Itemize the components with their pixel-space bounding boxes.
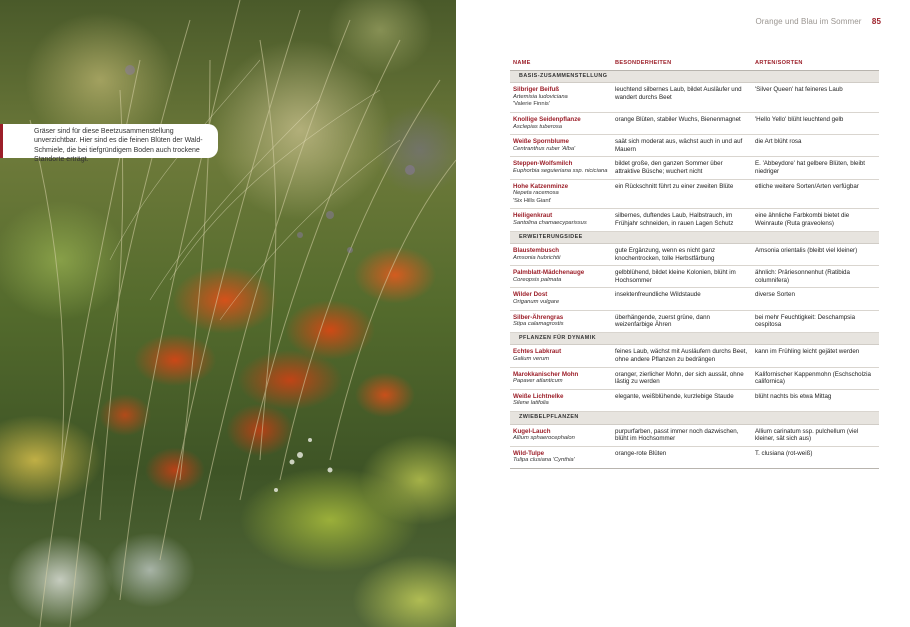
plant-latin-name: Centranthus ruber 'Alba' [513, 145, 576, 152]
section-title: ERWEITERUNGSIDEE [510, 231, 879, 244]
plant-name-cell [510, 310, 612, 332]
plant-feature-cell: überhängende, zuerst grüne, dann weizenfarbige Ähren [612, 310, 752, 332]
plant-table-grid [510, 58, 879, 469]
plant-name-cell [510, 244, 612, 266]
table-row [510, 389, 879, 411]
table-row [510, 310, 879, 332]
table-row [510, 135, 879, 157]
table-row [510, 424, 879, 446]
plant-feature-cell: silbernes, duftendes Laub, Halbstrauch, im Frühjahr schneiden, in rauen Lagen Schutz [612, 209, 752, 231]
section-title: BASIS-ZUSAMMENSTELLUNG [510, 70, 879, 83]
plant-feature-cell: leuchtend silbernes Laub, bildet Ausläufer und wandert durchs Beet [612, 83, 752, 113]
plant-common-name: Hohe Katzenminze [513, 182, 569, 190]
plant-name-cell [510, 389, 612, 411]
plant-feature-cell: feines Laub, wächst mit Ausläufern durchs Beet, ohne andere Pflanzen zu bedrängen [612, 345, 752, 367]
plant-varieties-cell: kann im Frühling leicht gejätet werden [752, 345, 879, 367]
plant-latin-name: Allium sphaerocephalon [513, 435, 575, 442]
plant-feature-cell: orange Blüten, stabiler Wuchs, Bienenmagnet [612, 112, 752, 134]
plant-common-name: Palmblatt-Mädchenauge [513, 269, 585, 277]
plant-name-cell [510, 157, 612, 179]
plant-common-name: Heiligenkraut [513, 212, 553, 220]
plant-latin-name: Silene latifolia [513, 400, 549, 407]
plant-latin-name: Stipa calamagrostis [513, 321, 564, 328]
plant-common-name: Echtes Labkraut [513, 348, 562, 356]
section-title: PFLANZEN FÜR DYNAMIK [510, 332, 879, 345]
plant-latin-name: Asclepias tuberosa [513, 123, 562, 130]
plant-common-name: Weiße Spornblume [513, 138, 569, 146]
plant-name-cell [510, 367, 612, 389]
plant-common-name: Knollige Seidenpflanze [513, 115, 581, 123]
photo-caption [0, 124, 218, 163]
plant-name-cell [510, 424, 612, 446]
table-row [510, 112, 879, 134]
table-row [510, 244, 879, 266]
plant-common-name: Silber-Ährengras [513, 313, 564, 321]
plant-latin-name: Amsonia hubrichtii [513, 254, 561, 261]
plant-varieties-cell: Kalifornischer Kappenmohn (Eschscholzia californica) [752, 367, 879, 389]
plant-name-cell [510, 135, 612, 157]
plant-varieties-cell: ähnlich: Präriesonnenhut (Ratibida columnifera) [752, 266, 879, 288]
header-varieties: ARTEN/SORTEN [752, 58, 879, 70]
plant-feature-cell: ein Rückschnitt führt zu einer zweiten Blüte [612, 179, 752, 209]
table-row [510, 446, 879, 468]
plant-cultivar: 'Six Hills Giant' [513, 197, 552, 204]
section-title: ZWIEBELPFLANZEN [510, 412, 879, 425]
plant-feature-cell: gute Ergänzung, wenn es nicht ganz knochentrocken, tolle Herbstfärbung [612, 244, 752, 266]
plant-varieties-cell: blüht nachts bis etwa Mittag [752, 389, 879, 411]
plant-varieties-cell: diverse Sorten [752, 288, 879, 310]
table-header-row [510, 58, 879, 70]
section-row [510, 332, 879, 345]
plant-name-cell [510, 345, 612, 367]
plant-varieties-cell: T. clusiana (rot-weiß) [752, 446, 879, 468]
table-row [510, 83, 879, 113]
plant-common-name: Weiße Lichtnelke [513, 392, 564, 400]
plant-varieties-cell: Allium carinatum ssp. pulchellum (viel kleiner, sät sich aus) [752, 424, 879, 446]
plant-feature-cell: saät sich moderat aus, wächst auch in und auf Mauern [612, 135, 752, 157]
plant-feature-cell: elegante, weißblühende, kurzlebige Staude [612, 389, 752, 411]
plant-varieties-cell: die Art blüht rosa [752, 135, 879, 157]
plant-feature-cell: oranger, zierlicher Mohn, der sich aussät, ohne lästig zu werden [612, 367, 752, 389]
plant-feature-cell: orange-rote Blüten [612, 446, 752, 468]
plant-latin-name: Galium verum [513, 356, 550, 363]
plant-feature-cell: purpurfarben, passt immer noch dazwischen, blüht im Hochsommer [612, 424, 752, 446]
section-row [510, 70, 879, 83]
page-number: 85 [871, 17, 881, 26]
plant-table [510, 58, 879, 469]
plant-common-name: Wilder Dost [513, 291, 548, 299]
header-features: BESONDERHEITEN [612, 58, 752, 70]
plant-varieties-cell: eine ähnliche Farbkombi bietet die Weinraute (Ruta graveolens) [752, 209, 879, 231]
table-row [510, 266, 879, 288]
header-name: NAME [510, 58, 612, 70]
plant-common-name: Blaustembusch [513, 247, 560, 255]
plant-latin-name: Papaver atlanticum [513, 378, 563, 385]
plant-common-name: Silbriger Beifuß [513, 86, 560, 94]
section-row [510, 231, 879, 244]
plant-latin-name: Artemisia ludoviciana [513, 93, 568, 100]
table-row [510, 209, 879, 231]
plant-latin-name: Nepeta racemosa [513, 190, 559, 197]
plant-varieties-cell: bei mehr Feuchtigkeit: Deschampsia cespitosa [752, 310, 879, 332]
plant-name-cell [510, 179, 612, 209]
plant-latin-name: Tulipa clusiana 'Cynthia' [513, 457, 575, 464]
caption-accent-bar [0, 124, 3, 158]
plant-varieties-cell: Amsonia orientalis (bleibt viel kleiner) [752, 244, 879, 266]
table-row [510, 345, 879, 367]
plant-varieties-cell: etliche weitere Sorten/Arten verfügbar [752, 179, 879, 209]
plant-name-cell [510, 209, 612, 231]
table-row [510, 288, 879, 310]
plant-common-name: Steppen-Wolfsmilch [513, 160, 573, 168]
plant-latin-name: Euphorbia seguieriana ssp. niciciana [513, 167, 608, 174]
plant-name-cell [510, 446, 612, 468]
plant-name-cell [510, 266, 612, 288]
plant-feature-cell: bildet große, den ganzen Sommer über attraktive Büsche; wuchert nicht [612, 157, 752, 179]
plant-varieties-cell: 'Hello Yello' blüht leuchtend gelb [752, 112, 879, 134]
plant-common-name: Wild-Tulpe [513, 449, 545, 457]
plant-common-name: Marokkanischer Mohn [513, 370, 579, 378]
plant-latin-name: Santolina chamaecyparissus [513, 219, 587, 226]
plant-feature-cell: gelbblühend, bildet kleine Kolonien, blüht im Hochsommer [612, 266, 752, 288]
section-row [510, 412, 879, 425]
table-row [510, 157, 879, 179]
caption-text: Gräser sind für diese Beetzusammenstellung unverzichtbar. Hier sind es die feinen Blüten der Wald-Schmiele, die bei tiefgründigem Boden auch trockene Standorte erträgt. [34, 128, 203, 163]
plant-common-name: Kugel-Lauch [513, 427, 551, 435]
plant-varieties-cell: 'Silver Queen' hat feineres Laub [752, 83, 879, 113]
plant-name-cell [510, 83, 612, 113]
table-row [510, 367, 879, 389]
plant-latin-name: Origanum vulgare [513, 299, 560, 306]
plant-feature-cell: insektenfreundliche Wildstaude [612, 288, 752, 310]
plant-cultivar: 'Valerie Finnis' [513, 101, 550, 108]
plant-varieties-cell: E. 'Abbeydore' hat gelbere Blüten, bleibt niedriger [752, 157, 879, 179]
running-head-title: Orange und Blau im Sommer [755, 17, 862, 26]
running-head [755, 17, 881, 26]
table-row [510, 179, 879, 209]
plant-name-cell [510, 288, 612, 310]
plant-name-cell [510, 112, 612, 134]
plant-latin-name: Coreopsis palmata [513, 276, 562, 283]
table-body [510, 70, 879, 468]
